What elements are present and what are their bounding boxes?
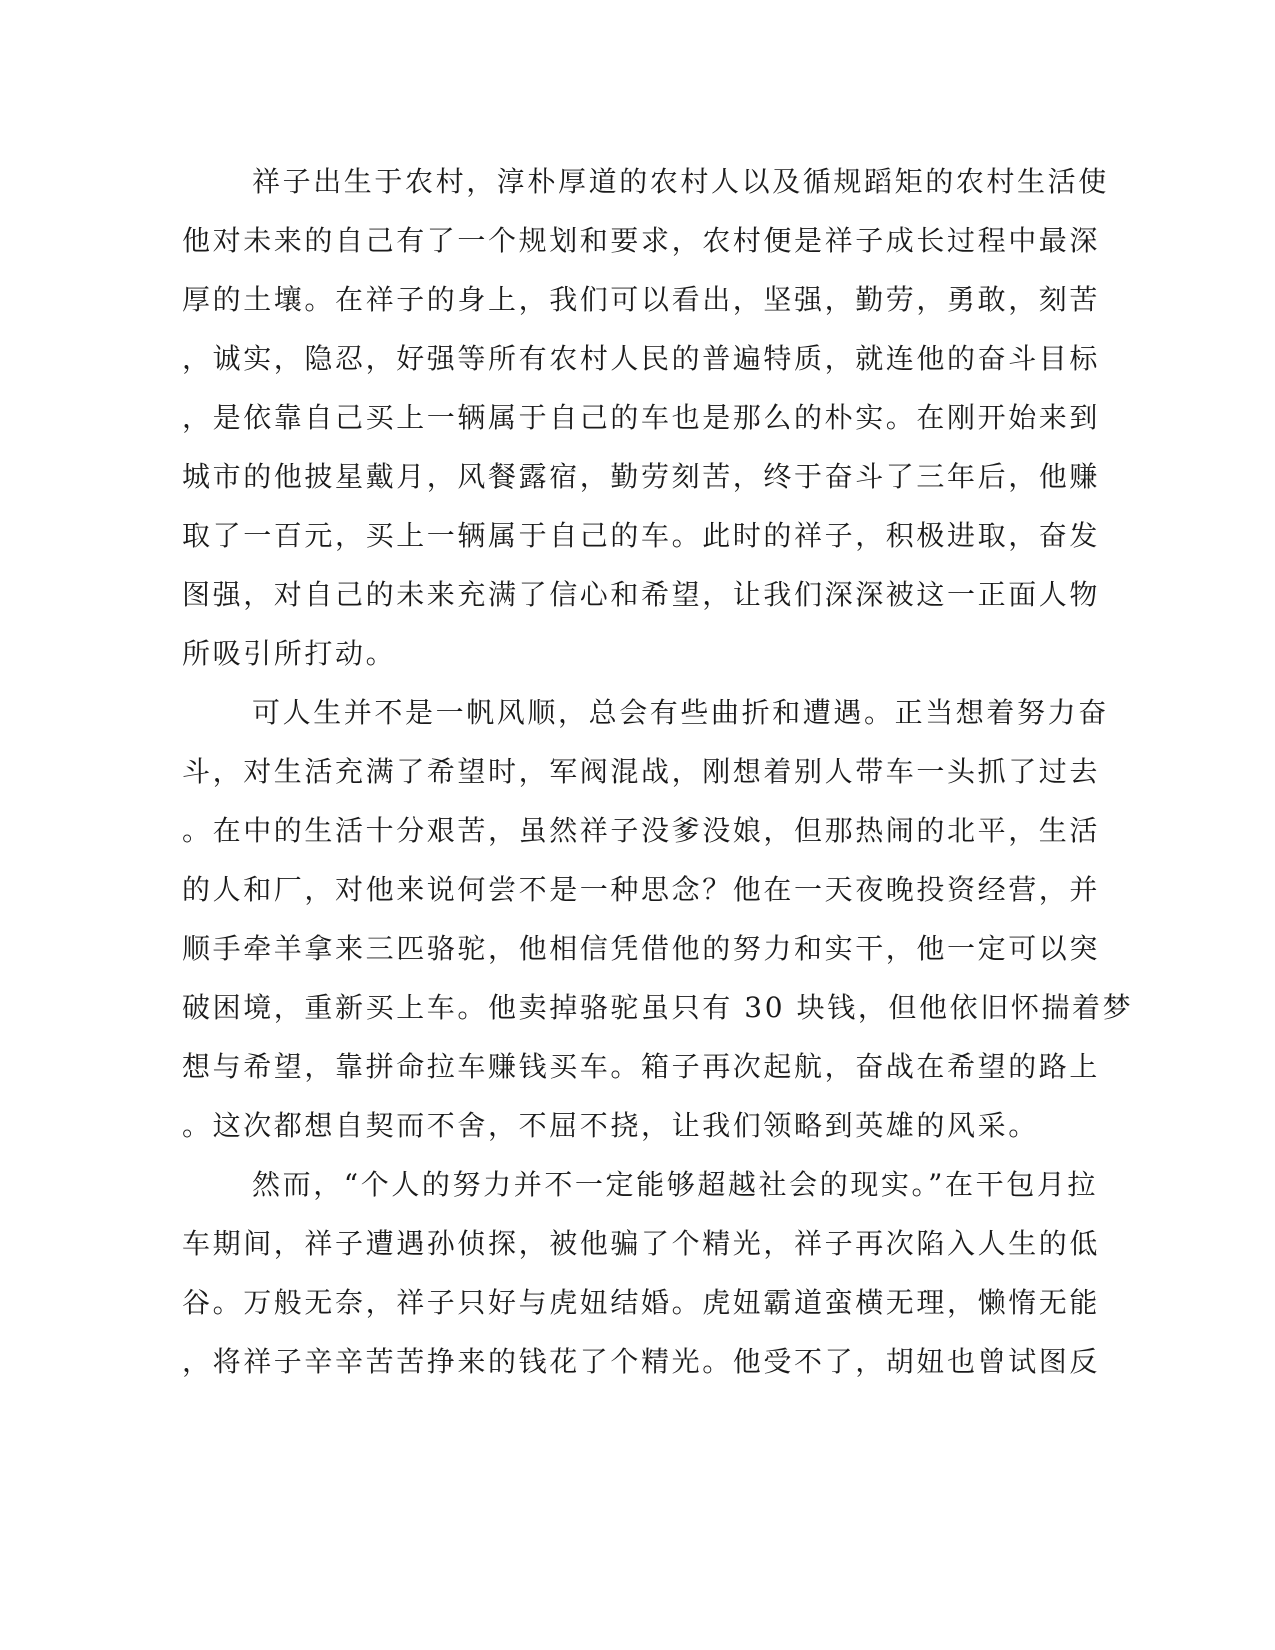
paragraph-2-line-3: 。在中的生活十分艰苦，虽然祥子没爹没娘，但那热闹的北平，生活 <box>182 814 1101 847</box>
paragraph-1-line-5: ，是依靠自己买上一辆属于自己的车也是那么的朴实。在刚开始来到 <box>182 401 1101 434</box>
paragraph-1-line-9: 所吸引所打动。 <box>182 637 397 670</box>
paragraph-1-line-8: 图强，对自己的未来充满了信心和希望，让我们深深被这一正面人物 <box>182 578 1101 611</box>
body-text <box>182 160 1134 1399</box>
paragraph-1-line-6: 城市的他披星戴月，风餐露宿，勤劳刻苦，终于奋斗了三年后，他赚 <box>182 460 1101 493</box>
paragraph-2-line-2: 斗，对生活充满了希望时，军阀混战，刚想着别人带车一头抓了过去 <box>182 755 1101 788</box>
paragraph-1-line-4: ，诚实，隐忍，好强等所有农村人民的普遍特质，就连他的奋斗目标 <box>182 342 1101 375</box>
paragraph-2-line-7: 想与希望，靠拼命拉车赚钱买车。箱子再次起航，奋战在希望的路上 <box>182 1050 1101 1083</box>
paragraph-3-line-3: 谷。万般无奈，祥子只好与虎妞结婚。虎妞霸道蛮横无理，懒惰无能 <box>182 1286 1101 1319</box>
paragraph-1-line-3: 厚的土壤。在祥子的身上，我们可以看出，坚强，勤劳，勇敢，刻苦 <box>182 283 1101 316</box>
paragraph-2-line-5: 顺手牵羊拿来三匹骆驼，他相信凭借他的努力和实干，他一定可以突 <box>182 932 1101 965</box>
paragraph-1-line-1: 祥子出生于农村，淳朴厚道的农村人以及循规蹈矩的农村生活使 <box>252 165 1109 198</box>
paragraph-2-line-4: 的人和厂，对他来说何尝不是一种思念？他在一天夜晚投资经营，并 <box>182 873 1101 906</box>
paragraph-2-line-6: 破困境，重新买上车。他卖掉骆驼虽只有 30 块钱，但他依旧怀揣着梦 <box>182 991 1134 1024</box>
paragraph-3-line-1: 然而，“个人的努力并不一定能够超越社会的现实。”在干包月拉 <box>252 1168 1099 1201</box>
paragraph-1-line-2: 他对未来的自己有了一个规划和要求，农村便是祥子成长过程中最深 <box>182 224 1101 257</box>
paragraph-2-line-1: 可人生并不是一帆风顺，总会有些曲折和遭遇。正当想着努力奋 <box>252 696 1109 729</box>
paragraph-2-line-8: 。这次都想自契而不舍，不屈不挠，让我们领略到英雄的风采。 <box>182 1109 1039 1142</box>
paragraph-1-line-7: 取了一百元，买上一辆属于自己的车。此时的祥子，积极进取，奋发 <box>182 519 1101 552</box>
paragraph-3-line-4: ，将祥子辛辛苦苦挣来的钱花了个精光。他受不了，胡妞也曾试图反 <box>182 1345 1101 1378</box>
paragraph-3-line-2: 车期间，祥子遭遇孙侦探，被他骗了个精光，祥子再次陷入人生的低 <box>182 1227 1101 1260</box>
